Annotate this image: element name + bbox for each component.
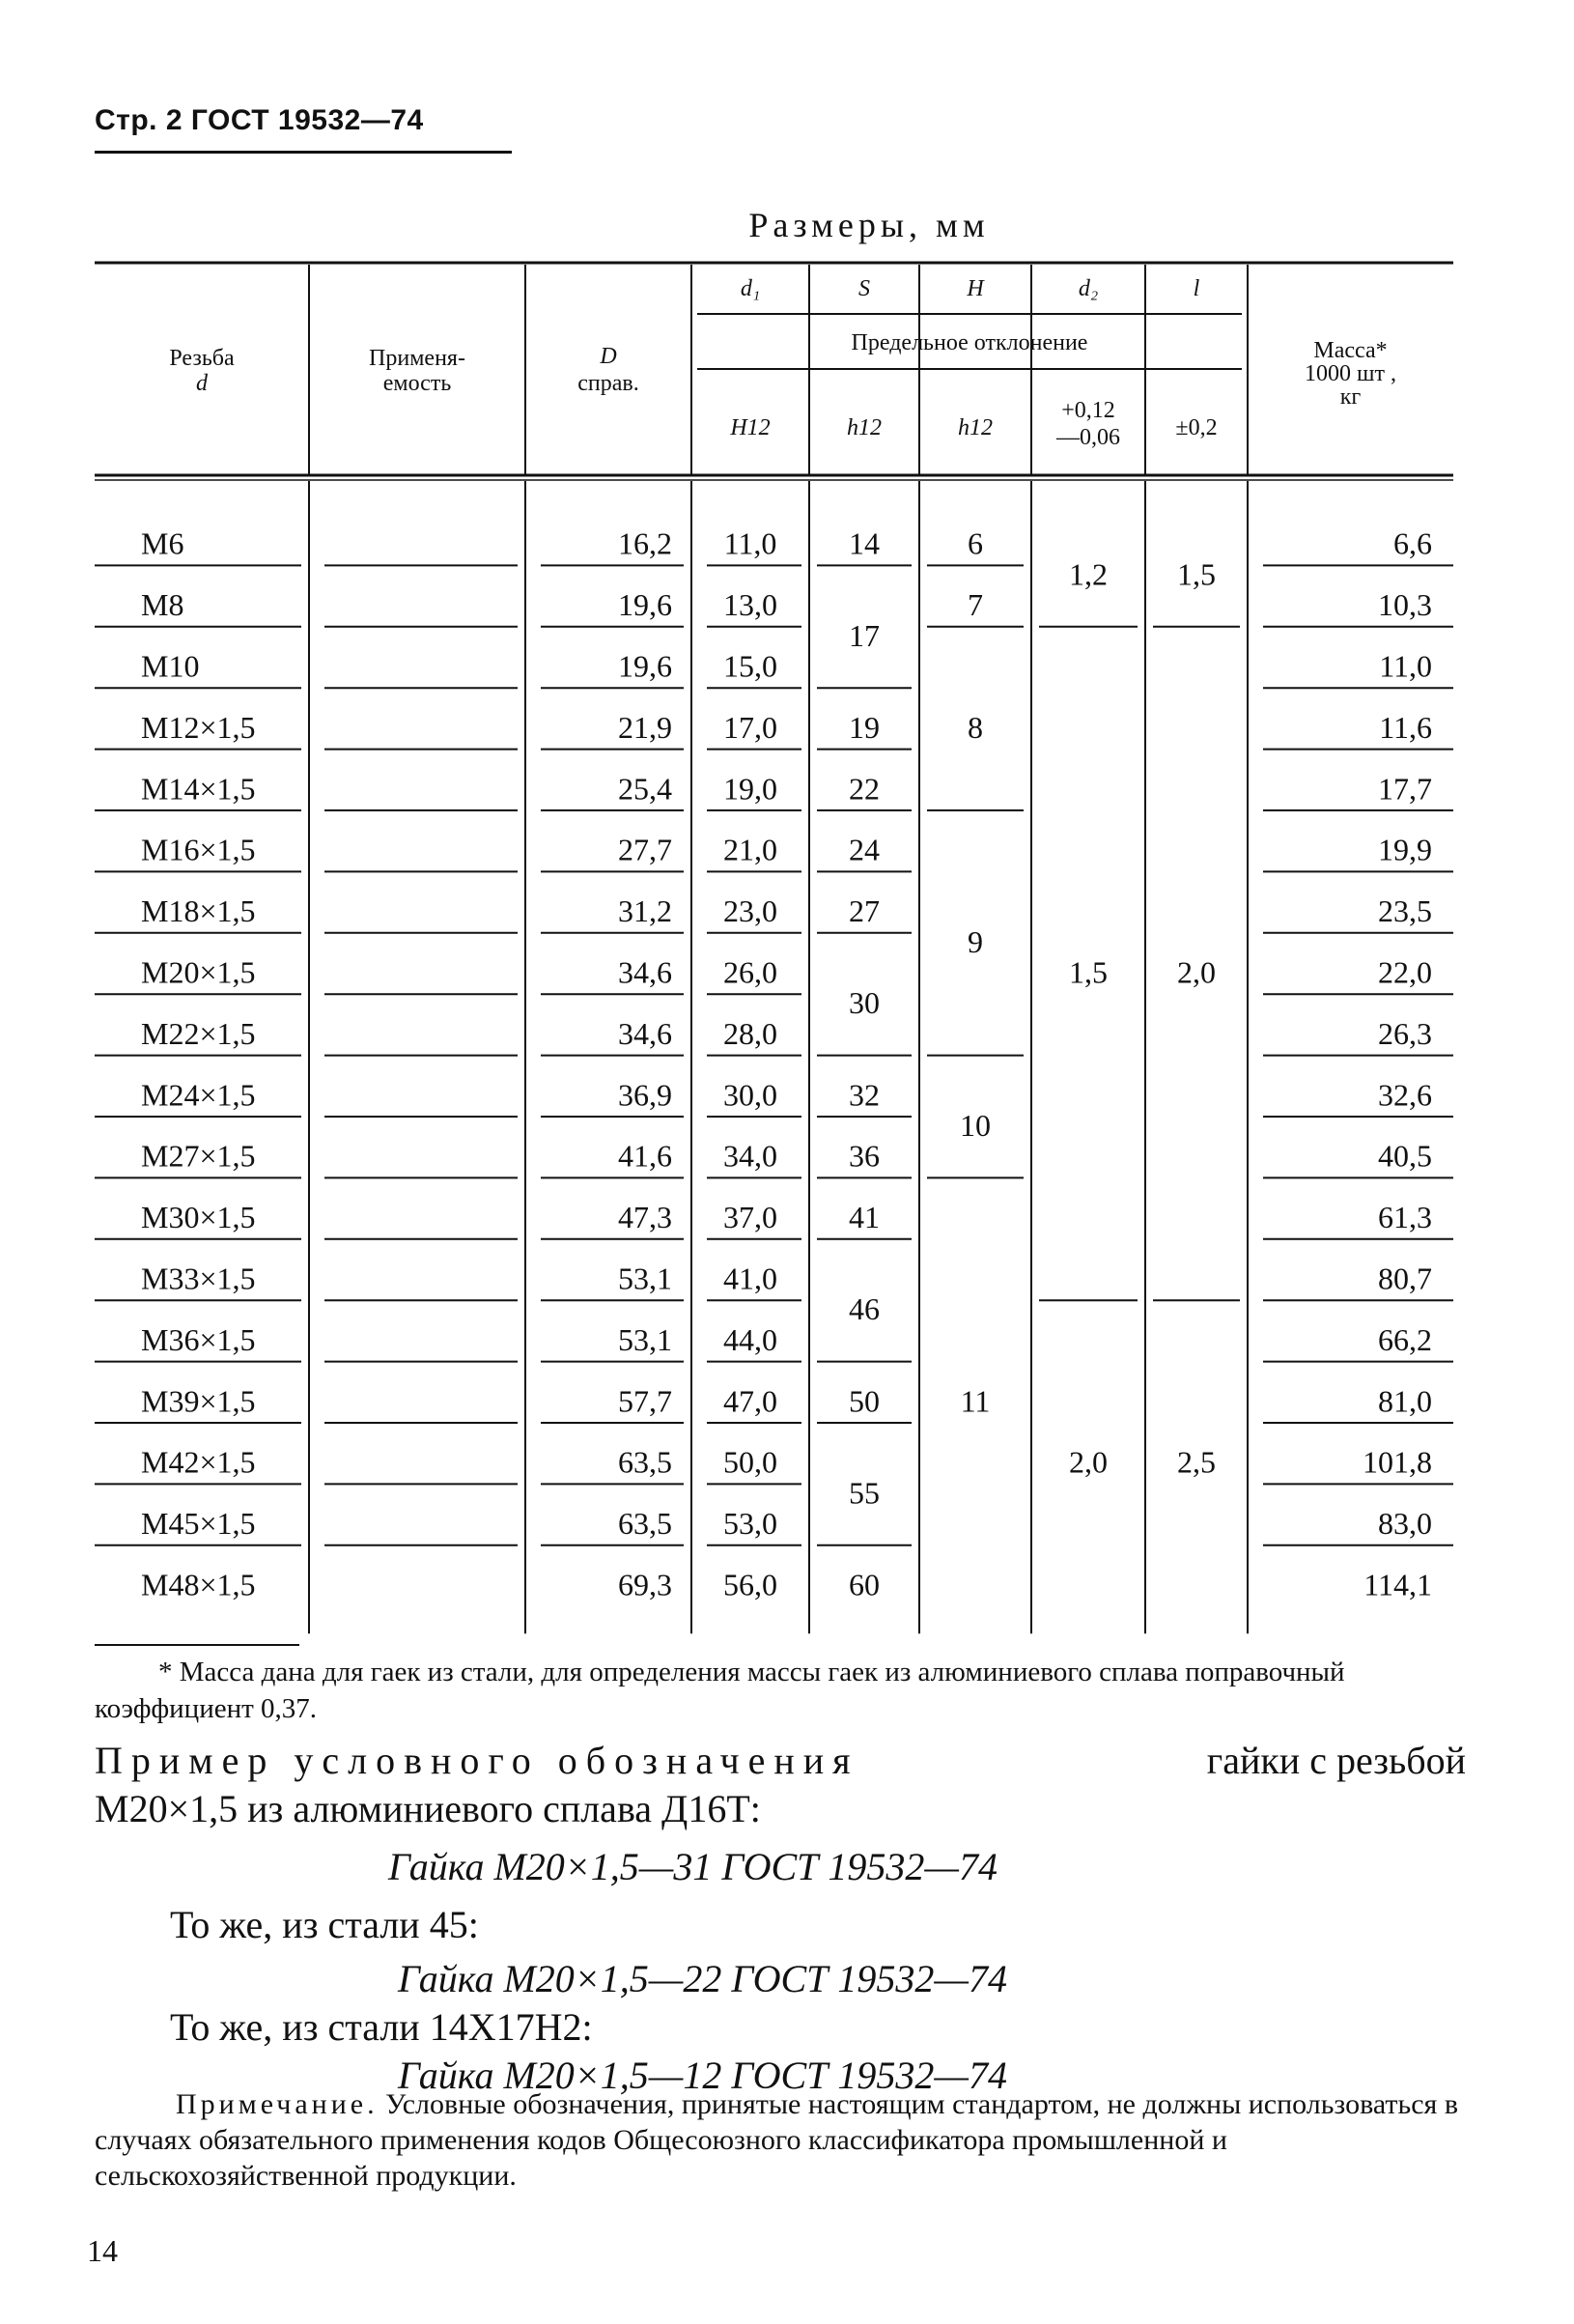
cell-S_groups: 50 — [849, 1383, 880, 1419]
cell-thread: М27×1,5 — [141, 1138, 256, 1174]
cell-mass: 26,3 — [1378, 1015, 1432, 1051]
cell-d1: 28,0 — [723, 1015, 777, 1051]
example-line-2: М20×1,5 из алюминиевого сплава Д16Т: — [95, 1787, 761, 1830]
cell-thread: М36×1,5 — [141, 1321, 256, 1357]
cell-D: 53,1 — [618, 1261, 672, 1296]
cell-d1: 11,0 — [723, 525, 777, 561]
footnote-rule — [95, 1644, 299, 1646]
cell-D: 16,2 — [618, 525, 672, 561]
cell-D: 21,9 — [618, 709, 672, 745]
cell-d1: 44,0 — [723, 1321, 777, 1357]
cell-D: 34,6 — [618, 1015, 672, 1051]
cell-D: 69,3 — [618, 1567, 672, 1602]
cell-mass: 32,6 — [1378, 1077, 1432, 1113]
cell-H_groups: 10 — [960, 1108, 991, 1143]
cell-mass: 11,6 — [1379, 709, 1432, 745]
cell-S_groups: 24 — [849, 832, 880, 867]
tol-d2-lower: —0,06 — [1056, 425, 1120, 450]
tol-H: h12 — [958, 415, 993, 440]
cell-H_groups: 7 — [968, 587, 983, 623]
cell-mass: 22,0 — [1378, 954, 1432, 990]
cell-d1: 37,0 — [723, 1200, 777, 1235]
cell-D: 31,2 — [618, 893, 672, 929]
cell-D: 63,5 — [618, 1444, 672, 1480]
cell-d2_groups: 2,0 — [1069, 1444, 1108, 1480]
cell-thread: М24×1,5 — [141, 1077, 256, 1113]
cell-S_groups: 46 — [849, 1291, 880, 1327]
cell-D: 63,5 — [618, 1506, 672, 1542]
col-header-thread-symbol: d — [196, 371, 208, 396]
cell-d1: 50,0 — [723, 1444, 777, 1480]
cell-thread: М12×1,5 — [141, 709, 256, 745]
page-header: Стр. 2 ГОСТ 19532—74 — [95, 104, 424, 136]
cell-d1: 34,0 — [723, 1138, 777, 1174]
cell-mass: 11,0 — [1379, 648, 1432, 684]
cell-d1: 21,0 — [723, 832, 777, 867]
cell-d1: 30,0 — [723, 1077, 777, 1113]
cell-thread: М22×1,5 — [141, 1015, 256, 1051]
cell-S_groups: 14 — [849, 525, 880, 561]
cell-D: 25,4 — [618, 771, 672, 807]
same-note-1: То же, из стали 45: — [170, 1903, 479, 1946]
cell-thread: М39×1,5 — [141, 1383, 256, 1419]
cell-d1: 19,0 — [723, 771, 777, 807]
cell-mass: 17,7 — [1378, 771, 1432, 807]
cell-S_groups: 55 — [849, 1475, 880, 1511]
cell-l_groups: 2,0 — [1177, 954, 1216, 990]
example-lead: Пример условного обозначения — [95, 1739, 859, 1782]
designation-2: Гайка М20×1,5—22 ГОСТ 19532—74 — [398, 1957, 1007, 2000]
cell-D: 41,6 — [618, 1138, 672, 1174]
cell-mass: 10,3 — [1378, 587, 1432, 623]
table-caption: Размеры, мм — [748, 206, 990, 244]
table-grid — [95, 263, 1453, 1633]
cell-D: 53,1 — [618, 1321, 672, 1357]
page-number: 14 — [87, 2233, 118, 2268]
cell-d2_groups: 1,2 — [1069, 556, 1108, 592]
cell-thread: М33×1,5 — [141, 1261, 256, 1296]
cell-D: 47,3 — [618, 1200, 672, 1235]
cell-mass: 40,5 — [1378, 1138, 1432, 1174]
cell-D: 19,6 — [618, 648, 672, 684]
tol-l: ±0,2 — [1175, 415, 1218, 440]
cell-thread: М6 — [141, 525, 184, 561]
cell-D: 27,7 — [618, 832, 672, 867]
designation-1: Гайка М20×1,5—31 ГОСТ 19532—74 — [388, 1845, 998, 1888]
cell-S_groups: 22 — [849, 771, 880, 807]
cell-H_groups: 6 — [968, 525, 983, 561]
cell-S_groups: 27 — [849, 893, 880, 929]
footnote: * Масса дана для гаек из стали, для определения массы гаек из алюминиевого сплава поправочный коэффициент 0,37. — [95, 1657, 1345, 1724]
col-header-l: l — [1193, 276, 1200, 301]
cell-d1: 41,0 — [723, 1261, 777, 1296]
col-header-mass-2: 1000 шт , — [1305, 361, 1396, 386]
cell-S_groups: 36 — [849, 1138, 880, 1174]
cell-mass: 61,3 — [1378, 1200, 1432, 1235]
cell-H_groups: 8 — [968, 709, 983, 745]
note-heading: Примечание. — [176, 2088, 379, 2120]
cell-mass: 83,0 — [1378, 1506, 1432, 1542]
col-header-mass: Масса* — [1313, 338, 1388, 363]
designation-3: Гайка М20×1,5—12 ГОСТ 19532—74 — [398, 2054, 1007, 2097]
cell-H_groups: 9 — [968, 923, 983, 959]
cell-S_groups: 30 — [849, 985, 880, 1021]
cell-d1: 56,0 — [723, 1567, 777, 1602]
cell-d1: 15,0 — [723, 648, 777, 684]
col-header-H: H — [967, 276, 984, 301]
cell-S_groups: 60 — [849, 1567, 880, 1602]
cell-d1: 53,0 — [723, 1506, 777, 1542]
cell-thread: М18×1,5 — [141, 893, 256, 929]
cell-mass: 101,8 — [1363, 1444, 1432, 1480]
example-line-1 — [95, 1737, 1466, 1785]
cell-thread: М8 — [141, 587, 184, 623]
cell-S_groups: 41 — [849, 1200, 880, 1235]
cell-d1: 47,0 — [723, 1383, 777, 1419]
cell-thread: М48×1,5 — [141, 1567, 256, 1602]
cell-d1: 23,0 — [723, 893, 777, 929]
cell-mass: 81,0 — [1378, 1383, 1432, 1419]
col-header-d1: d₁ — [740, 276, 761, 301]
cell-D: 34,6 — [618, 954, 672, 990]
cell-d1: 17,0 — [723, 709, 777, 745]
cell-thread: М14×1,5 — [141, 771, 256, 807]
cell-D: 19,6 — [618, 587, 672, 623]
cell-thread: М42×1,5 — [141, 1444, 256, 1480]
col-header-D-sub: справ. — [577, 371, 639, 396]
col-header-mass-3: кг — [1339, 384, 1362, 410]
cell-l_groups: 2,5 — [1177, 1444, 1216, 1480]
col-header-S: S — [858, 276, 870, 301]
cell-mass: 19,9 — [1378, 832, 1432, 867]
col-header-thread: Резьба — [169, 346, 235, 371]
col-header-D: D — [600, 344, 617, 369]
cell-H_groups: 11 — [960, 1383, 991, 1419]
cell-d2_groups: 1,5 — [1069, 954, 1108, 990]
cell-S_groups: 17 — [849, 617, 880, 653]
note — [95, 2086, 1466, 2194]
tol-S: h12 — [847, 415, 882, 440]
tol-d2-upper: +0,12 — [1061, 398, 1115, 423]
cell-D: 36,9 — [618, 1077, 672, 1113]
cell-mass: 114,1 — [1363, 1567, 1432, 1602]
example-lead-rest: гайки с резьбой — [1206, 1739, 1466, 1782]
cell-thread: М10 — [141, 648, 200, 684]
designation-example — [95, 1737, 1466, 2100]
table-header — [169, 276, 1396, 450]
col-header-applicability: Применя- — [369, 346, 465, 371]
cell-D: 57,7 — [618, 1383, 672, 1419]
note-text: Условные обозначения, принятые настоящим стандартом, не должны использоваться в случаях обязательного применения кодов Общесоюзного классификатора промышленной и сельскохозяйственной продукции. — [95, 2088, 1458, 2192]
cell-thread: М16×1,5 — [141, 832, 256, 867]
cell-mass: 23,5 — [1378, 893, 1432, 929]
cell-thread: М30×1,5 — [141, 1200, 256, 1235]
tol-d1: H12 — [730, 415, 771, 440]
cell-S_groups: 19 — [849, 709, 880, 745]
cell-thread: М45×1,5 — [141, 1506, 256, 1542]
cell-d1: 13,0 — [723, 587, 777, 623]
cell-S_groups: 32 — [849, 1077, 880, 1113]
cell-mass: 6,6 — [1393, 525, 1432, 561]
same-note-2: То же, из стали 14Х17Н2: — [170, 2005, 593, 2049]
cell-mass: 66,2 — [1378, 1321, 1432, 1357]
col-header-d2: d₂ — [1078, 276, 1099, 301]
col-header-applicability-2: емость — [382, 371, 452, 396]
cell-l_groups: 1,5 — [1177, 556, 1216, 592]
cell-thread: М20×1,5 — [141, 954, 256, 990]
cell-d1: 26,0 — [723, 954, 777, 990]
col-header-deviation: Предельное отклонение — [851, 330, 1088, 355]
cell-mass: 80,7 — [1378, 1261, 1432, 1296]
